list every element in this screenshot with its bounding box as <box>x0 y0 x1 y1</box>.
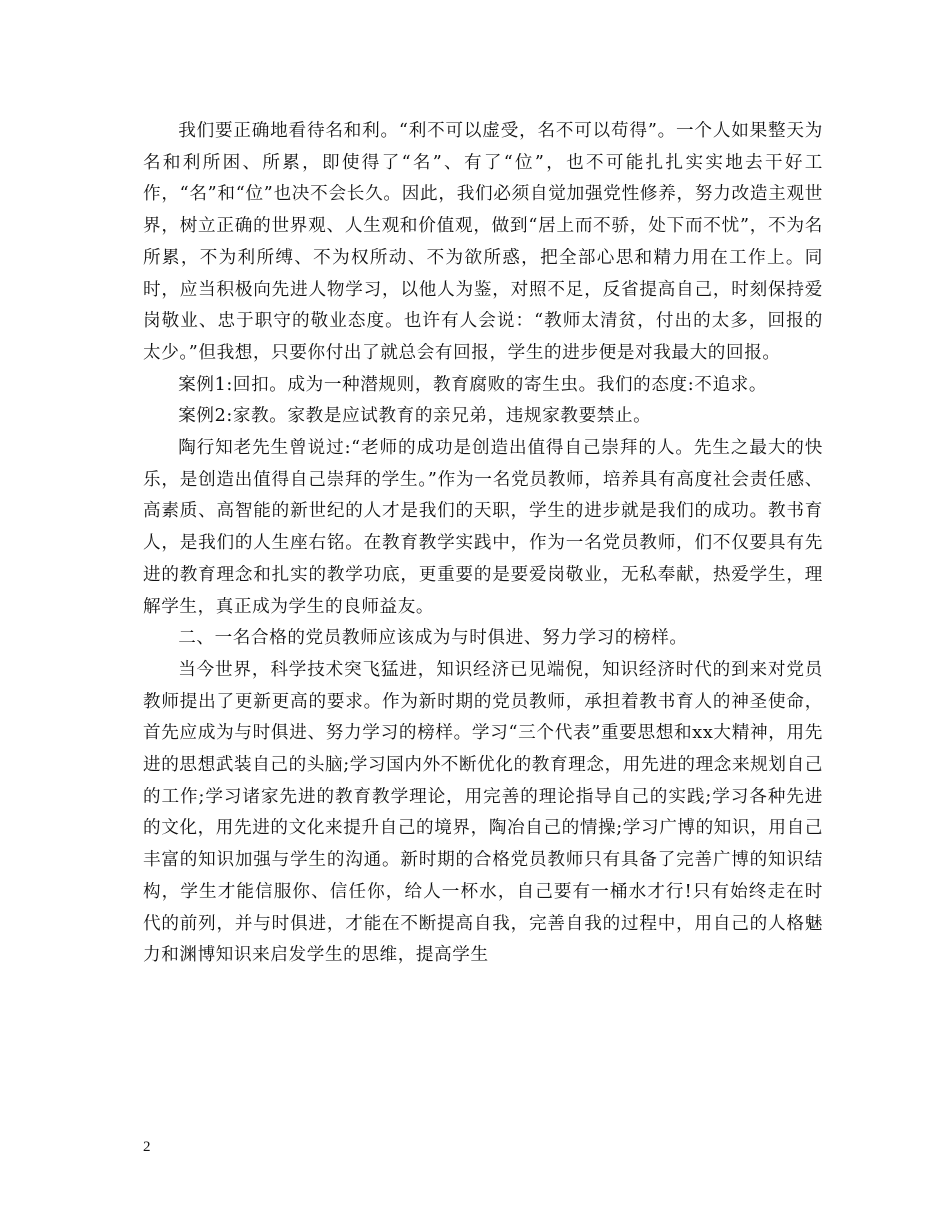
paragraph-fame-and-profit: 我们要正确地看待名和利。“利不可以虚受，名不可以苟得”。一个人如果整天为名和利所困、所累，即使得了“名”、有了“位”，也不可能扎扎实实地去干好工作，“名”和“位”也决不会长久。因此，我们必须自觉加强党性修养，努力改造主观世界，树立正确的世界观、人生观和价值观，做到“居上而不骄，处下而不忧”，不为名所累，不为利所缚、不为权所动、不为欲所惑，把全部心思和精力用在工作上。同时，应当积极向先进人物学习，以他人为鉴，对照不足，反省提高自己，时刻保持爱岗敬业、忠于职守的敬业态度。也许有人会说：“教师太清贫，付出的太多，回报的太少。”但我想，只要你付出了就总会有回报，学生的进步便是对我最大的回报。 <box>143 121 823 363</box>
page-number: 2 <box>143 1139 151 1155</box>
paragraph-tao-xingzhi-quote: 陶行知老先生曾说过:“老师的成功是创造出值得自己崇拜的人。先生之最大的快乐，是创造出值得自己崇拜的学生。”作为一名党员教师，培养具有高度社会责任感、高素质、高智能的新世纪的人才是我们的天职，学生的进步就是我们的成功。教书育人，是我们的人生座右铭。在教育教学实践中，作为一名党员教师，们不仅要具有先进的教育理念和扎实的教学功底，更重要的是要爱岗敬业，无私奉献，热爱学生，理解学生，真正成为学生的良师益友。 <box>143 438 823 617</box>
paragraph-case-2: 案例2:家教。家教是应试教育的亲兄弟，违规家教要禁止。 <box>178 406 652 427</box>
document-body <box>143 116 823 972</box>
paragraph-keep-learning: 当今世界，科学技术突飞猛进，知识经济已见端倪，知识经济时代的到来对党员教师提出了更新更高的要求。作为新时期的党员教师，承担着教书育人的神圣使命，首先应成为与时俱进、努力学习的榜样。学习“三个代表”重要思想和xx大精神，用先进的思想武装自己的头脑;学习国内外不断优化的教育理念，用先进的理念来规划自己的工作;学习诸家先进的教育教学理论，用完善的理论指导自己的实践;学习各种先进的文化，用先进的文化来提升自己的境界，陶冶自己的情操;学习广博的知识，用自己丰富的知识加强与学生的沟通。新时期的合格党员教师只有具备了完善广博的知识结构，学生才能信服你、信任你，给人一杯水，自己要有一桶水才行!只有始终走在时代的前列，并与时俱进，才能在不断提高自我，完善自我的过程中，用自己的人格魅力和渊博知识来启发学生的思维，提高学生 <box>143 659 823 966</box>
section-heading-two: 二、一名合格的党员教师应该成为与时俱进、努力学习的榜样。 <box>178 628 688 649</box>
paragraph-case-1: 案例1:回扣。成为一种潜规则，教育腐败的寄生虫。我们的态度:不追求。 <box>178 374 768 395</box>
